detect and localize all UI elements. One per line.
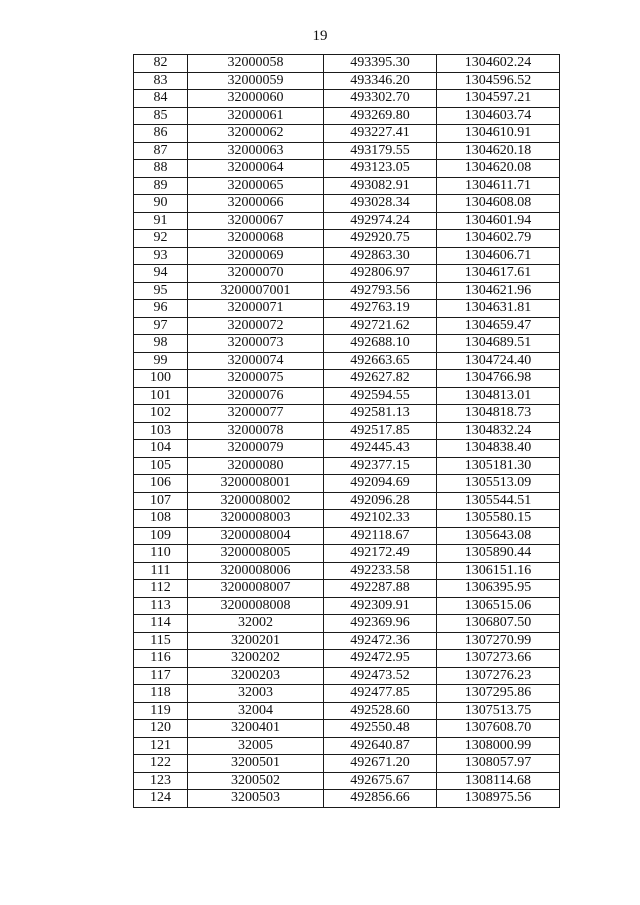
row-number-cell: 84 (134, 90, 188, 108)
table-row (134, 755, 560, 773)
x-coordinate-cell: 492663.65 (324, 352, 437, 370)
point-id-cell: 32000062 (188, 125, 324, 143)
table-row (134, 475, 560, 493)
point-id-cell: 3200401 (188, 720, 324, 738)
y-coordinate-cell: 1306395.95 (437, 580, 560, 598)
x-coordinate-cell: 493123.05 (324, 160, 437, 178)
y-coordinate-cell: 1307513.75 (437, 702, 560, 720)
y-coordinate-cell: 1306151.16 (437, 562, 560, 580)
x-coordinate-cell: 492863.30 (324, 247, 437, 265)
table-row (134, 685, 560, 703)
point-id-cell: 3200202 (188, 650, 324, 668)
y-coordinate-cell: 1304602.79 (437, 230, 560, 248)
point-id-cell: 32000073 (188, 335, 324, 353)
row-number-cell: 113 (134, 597, 188, 615)
x-coordinate-cell: 492517.85 (324, 422, 437, 440)
point-id-cell: 32000076 (188, 387, 324, 405)
point-id-cell: 3200008007 (188, 580, 324, 598)
y-coordinate-cell: 1304603.74 (437, 107, 560, 125)
row-number-cell: 119 (134, 702, 188, 720)
point-id-cell: 32000066 (188, 195, 324, 213)
y-coordinate-cell: 1304602.24 (437, 55, 560, 73)
table-row (134, 790, 560, 808)
table-row (134, 387, 560, 405)
row-number-cell: 86 (134, 125, 188, 143)
y-coordinate-cell: 1304596.52 (437, 72, 560, 90)
table-row (134, 422, 560, 440)
point-id-cell: 32000070 (188, 265, 324, 283)
point-id-cell: 32005 (188, 737, 324, 755)
y-coordinate-cell: 1304610.91 (437, 125, 560, 143)
row-number-cell: 108 (134, 510, 188, 528)
coordinates-table-body (134, 55, 560, 808)
point-id-cell: 32000080 (188, 457, 324, 475)
point-id-cell: 32000075 (188, 370, 324, 388)
point-id-cell: 32000068 (188, 230, 324, 248)
table-row (134, 317, 560, 335)
row-number-cell: 118 (134, 685, 188, 703)
table-row (134, 177, 560, 195)
x-coordinate-cell: 492627.82 (324, 370, 437, 388)
table-row (134, 107, 560, 125)
y-coordinate-cell: 1307608.70 (437, 720, 560, 738)
row-number-cell: 97 (134, 317, 188, 335)
table-row (134, 90, 560, 108)
point-id-cell: 32000060 (188, 90, 324, 108)
table-row (134, 720, 560, 738)
y-coordinate-cell: 1304606.71 (437, 247, 560, 265)
y-coordinate-cell: 1304597.21 (437, 90, 560, 108)
y-coordinate-cell: 1305181.30 (437, 457, 560, 475)
y-coordinate-cell: 1304620.18 (437, 142, 560, 160)
point-id-cell: 32000072 (188, 317, 324, 335)
row-number-cell: 91 (134, 212, 188, 230)
y-coordinate-cell: 1304832.24 (437, 422, 560, 440)
table-row (134, 545, 560, 563)
row-number-cell: 111 (134, 562, 188, 580)
point-id-cell: 3200007001 (188, 282, 324, 300)
x-coordinate-cell: 492287.88 (324, 580, 437, 598)
table-row (134, 405, 560, 423)
y-coordinate-cell: 1304724.40 (437, 352, 560, 370)
y-coordinate-cell: 1305643.08 (437, 527, 560, 545)
table-row (134, 195, 560, 213)
table-row (134, 440, 560, 458)
row-number-cell: 105 (134, 457, 188, 475)
x-coordinate-cell: 492806.97 (324, 265, 437, 283)
row-number-cell: 83 (134, 72, 188, 90)
x-coordinate-cell: 492377.15 (324, 457, 437, 475)
table-row (134, 335, 560, 353)
point-id-cell: 32000074 (188, 352, 324, 370)
table-row (134, 632, 560, 650)
x-coordinate-cell: 492675.67 (324, 772, 437, 790)
row-number-cell: 117 (134, 667, 188, 685)
y-coordinate-cell: 1306515.06 (437, 597, 560, 615)
point-id-cell: 32000061 (188, 107, 324, 125)
row-number-cell: 94 (134, 265, 188, 283)
point-id-cell: 3200502 (188, 772, 324, 790)
table-row (134, 562, 560, 580)
x-coordinate-cell: 493179.55 (324, 142, 437, 160)
x-coordinate-cell: 492473.52 (324, 667, 437, 685)
table-row (134, 247, 560, 265)
x-coordinate-cell: 492094.69 (324, 475, 437, 493)
row-number-cell: 123 (134, 772, 188, 790)
row-number-cell: 114 (134, 615, 188, 633)
x-coordinate-cell: 492172.49 (324, 545, 437, 563)
y-coordinate-cell: 1307273.66 (437, 650, 560, 668)
x-coordinate-cell: 493269.80 (324, 107, 437, 125)
row-number-cell: 90 (134, 195, 188, 213)
table-row (134, 265, 560, 283)
point-id-cell: 3200501 (188, 755, 324, 773)
table-row (134, 72, 560, 90)
row-number-cell: 87 (134, 142, 188, 160)
point-id-cell: 32000078 (188, 422, 324, 440)
point-id-cell: 3200008003 (188, 510, 324, 528)
x-coordinate-cell: 492640.87 (324, 737, 437, 755)
table-row (134, 492, 560, 510)
point-id-cell: 32002 (188, 615, 324, 633)
table-row (134, 300, 560, 318)
table-row (134, 282, 560, 300)
x-coordinate-cell: 492974.24 (324, 212, 437, 230)
point-id-cell: 3200503 (188, 790, 324, 808)
table-row (134, 510, 560, 528)
x-coordinate-cell: 492309.91 (324, 597, 437, 615)
point-id-cell: 3200008006 (188, 562, 324, 580)
table-row (134, 597, 560, 615)
table-row (134, 352, 560, 370)
row-number-cell: 102 (134, 405, 188, 423)
x-coordinate-cell: 492369.96 (324, 615, 437, 633)
point-id-cell: 32000079 (188, 440, 324, 458)
point-id-cell: 32000063 (188, 142, 324, 160)
x-coordinate-cell: 493346.20 (324, 72, 437, 90)
x-coordinate-cell: 492118.67 (324, 527, 437, 545)
row-number-cell: 112 (134, 580, 188, 598)
y-coordinate-cell: 1308975.56 (437, 790, 560, 808)
row-number-cell: 98 (134, 335, 188, 353)
row-number-cell: 122 (134, 755, 188, 773)
y-coordinate-cell: 1305544.51 (437, 492, 560, 510)
table-row (134, 142, 560, 160)
table-row (134, 370, 560, 388)
row-number-cell: 124 (134, 790, 188, 808)
table-row (134, 650, 560, 668)
x-coordinate-cell: 492793.56 (324, 282, 437, 300)
y-coordinate-cell: 1304766.98 (437, 370, 560, 388)
point-id-cell: 32004 (188, 702, 324, 720)
y-coordinate-cell: 1304659.47 (437, 317, 560, 335)
x-coordinate-cell: 493082.91 (324, 177, 437, 195)
y-coordinate-cell: 1304818.73 (437, 405, 560, 423)
row-number-cell: 99 (134, 352, 188, 370)
x-coordinate-cell: 492671.20 (324, 755, 437, 773)
page-number: 19 (312, 28, 328, 44)
x-coordinate-cell: 492856.66 (324, 790, 437, 808)
row-number-cell: 107 (134, 492, 188, 510)
y-coordinate-cell: 1304838.40 (437, 440, 560, 458)
point-id-cell: 32000071 (188, 300, 324, 318)
y-coordinate-cell: 1304617.61 (437, 265, 560, 283)
point-id-cell: 32000067 (188, 212, 324, 230)
table-row (134, 55, 560, 73)
row-number-cell: 88 (134, 160, 188, 178)
row-number-cell: 96 (134, 300, 188, 318)
y-coordinate-cell: 1304611.71 (437, 177, 560, 195)
x-coordinate-cell: 492472.36 (324, 632, 437, 650)
coordinates-table (133, 54, 560, 808)
point-id-cell: 32000069 (188, 247, 324, 265)
row-number-cell: 106 (134, 475, 188, 493)
x-coordinate-cell: 492594.55 (324, 387, 437, 405)
point-id-cell: 3200008005 (188, 545, 324, 563)
row-number-cell: 93 (134, 247, 188, 265)
x-coordinate-cell: 492721.62 (324, 317, 437, 335)
point-id-cell: 32000077 (188, 405, 324, 423)
x-coordinate-cell: 493028.34 (324, 195, 437, 213)
table-row (134, 457, 560, 475)
point-id-cell: 3200008004 (188, 527, 324, 545)
y-coordinate-cell: 1304621.96 (437, 282, 560, 300)
y-coordinate-cell: 1307270.99 (437, 632, 560, 650)
y-coordinate-cell: 1307295.86 (437, 685, 560, 703)
x-coordinate-cell: 492477.85 (324, 685, 437, 703)
row-number-cell: 92 (134, 230, 188, 248)
row-number-cell: 95 (134, 282, 188, 300)
table-row (134, 702, 560, 720)
point-id-cell: 32000065 (188, 177, 324, 195)
row-number-cell: 89 (134, 177, 188, 195)
point-id-cell: 32000064 (188, 160, 324, 178)
table-row (134, 772, 560, 790)
table-row (134, 230, 560, 248)
table-row (134, 212, 560, 230)
y-coordinate-cell: 1308000.99 (437, 737, 560, 755)
y-coordinate-cell: 1308114.68 (437, 772, 560, 790)
point-id-cell: 32003 (188, 685, 324, 703)
row-number-cell: 101 (134, 387, 188, 405)
point-id-cell: 3200203 (188, 667, 324, 685)
x-coordinate-cell: 492472.95 (324, 650, 437, 668)
row-number-cell: 115 (134, 632, 188, 650)
y-coordinate-cell: 1305890.44 (437, 545, 560, 563)
row-number-cell: 85 (134, 107, 188, 125)
y-coordinate-cell: 1304813.01 (437, 387, 560, 405)
row-number-cell: 121 (134, 737, 188, 755)
row-number-cell: 103 (134, 422, 188, 440)
point-id-cell: 3200201 (188, 632, 324, 650)
x-coordinate-cell: 492763.19 (324, 300, 437, 318)
x-coordinate-cell: 493395.30 (324, 55, 437, 73)
x-coordinate-cell: 492102.33 (324, 510, 437, 528)
x-coordinate-cell: 492445.43 (324, 440, 437, 458)
row-number-cell: 116 (134, 650, 188, 668)
table-row (134, 160, 560, 178)
x-coordinate-cell: 492550.48 (324, 720, 437, 738)
point-id-cell: 3200008002 (188, 492, 324, 510)
y-coordinate-cell: 1305580.15 (437, 510, 560, 528)
x-coordinate-cell: 492233.58 (324, 562, 437, 580)
y-coordinate-cell: 1304631.81 (437, 300, 560, 318)
table-row (134, 667, 560, 685)
row-number-cell: 100 (134, 370, 188, 388)
row-number-cell: 120 (134, 720, 188, 738)
table-row (134, 615, 560, 633)
y-coordinate-cell: 1307276.23 (437, 667, 560, 685)
y-coordinate-cell: 1306807.50 (437, 615, 560, 633)
point-id-cell: 32000058 (188, 55, 324, 73)
table-row (134, 737, 560, 755)
table-row (134, 580, 560, 598)
row-number-cell: 109 (134, 527, 188, 545)
y-coordinate-cell: 1304620.08 (437, 160, 560, 178)
point-id-cell: 3200008008 (188, 597, 324, 615)
row-number-cell: 82 (134, 55, 188, 73)
y-coordinate-cell: 1304601.94 (437, 212, 560, 230)
x-coordinate-cell: 493227.41 (324, 125, 437, 143)
x-coordinate-cell: 492528.60 (324, 702, 437, 720)
x-coordinate-cell: 493302.70 (324, 90, 437, 108)
x-coordinate-cell: 492581.13 (324, 405, 437, 423)
x-coordinate-cell: 492096.28 (324, 492, 437, 510)
row-number-cell: 104 (134, 440, 188, 458)
y-coordinate-cell: 1305513.09 (437, 475, 560, 493)
table-row (134, 125, 560, 143)
point-id-cell: 3200008001 (188, 475, 324, 493)
y-coordinate-cell: 1304689.51 (437, 335, 560, 353)
x-coordinate-cell: 492688.10 (324, 335, 437, 353)
point-id-cell: 32000059 (188, 72, 324, 90)
x-coordinate-cell: 492920.75 (324, 230, 437, 248)
row-number-cell: 110 (134, 545, 188, 563)
table-row (134, 527, 560, 545)
y-coordinate-cell: 1308057.97 (437, 755, 560, 773)
y-coordinate-cell: 1304608.08 (437, 195, 560, 213)
